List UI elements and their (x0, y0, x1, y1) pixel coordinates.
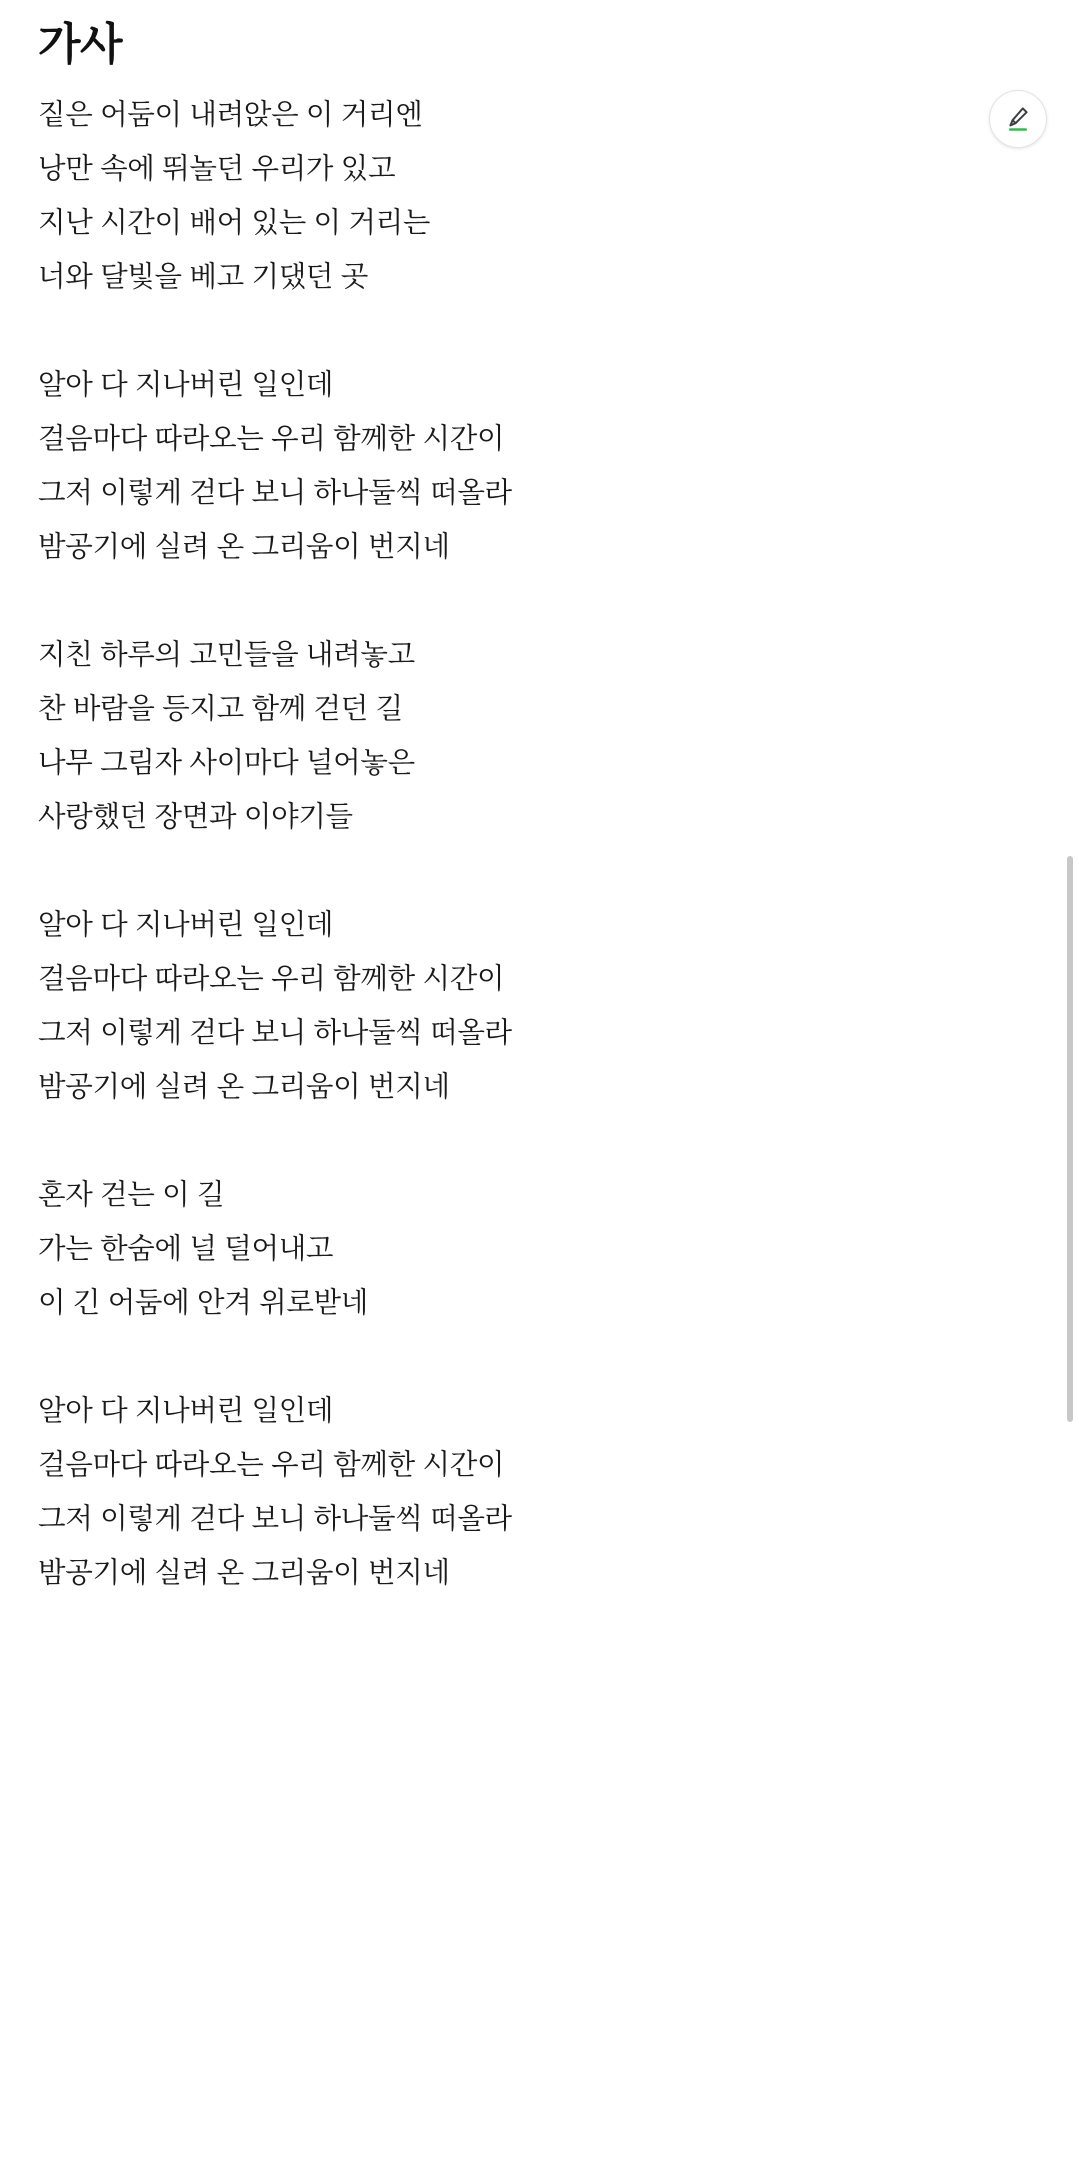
lyrics-line-spacer (38, 1330, 738, 1384)
lyrics-line: 낭만 속에 뛰놀던 우리가 있고 (38, 153, 396, 185)
lyrics-line: 지난 시간이 배어 있는 이 거리는 (38, 207, 431, 239)
lyrics-line: 걸음마다 따라오는 우리 함께한 시간이 (38, 1449, 505, 1481)
lyrics-line: 찬 바람을 등지고 함께 걷던 길 (38, 693, 403, 725)
lyrics-line-spacer (38, 844, 738, 898)
lyrics-body (38, 88, 738, 1600)
lyrics-line-spacer (38, 1114, 738, 1168)
lyrics-line: 걸음마다 따라오는 우리 함께한 시간이 (38, 423, 505, 455)
lyrics-line: 가는 한숨에 널 덜어내고 (38, 1233, 334, 1265)
lyrics-line: 걸음마다 따라오는 우리 함께한 시간이 (38, 963, 505, 995)
lyrics-line: 알아 다 지나버린 일인데 (38, 1395, 334, 1427)
lyrics-line: 사랑했던 장면과 이야기들 (38, 801, 353, 833)
lyrics-line: 밤공기에 실려 온 그리움이 번지네 (38, 531, 450, 563)
page-title: 가사 (38, 20, 123, 69)
highlighter-pen-button[interactable] (989, 90, 1047, 148)
lyrics-line: 나무 그림자 사이마다 널어놓은 (38, 747, 415, 779)
lyrics-line: 그저 이렇게 걷다 보니 하나둘씩 떠올라 (38, 1017, 512, 1049)
lyrics-line: 알아 다 지나버린 일인데 (38, 909, 334, 941)
lyrics-line: 그저 이렇게 걷다 보니 하나둘씩 떠올라 (38, 1503, 512, 1535)
lyrics-line: 지친 하루의 고민들을 내려놓고 (38, 639, 415, 671)
highlighter-pen-icon (1001, 102, 1035, 136)
lyrics-line: 이 긴 어둠에 안겨 위로받네 (38, 1287, 369, 1319)
lyrics-line-spacer (38, 304, 738, 358)
lyrics-line: 짙은 어둠이 내려앉은 이 거리엔 (38, 99, 423, 131)
lyrics-line: 그저 이렇게 걷다 보니 하나둘씩 떠올라 (38, 477, 512, 509)
lyrics-line: 밤공기에 실려 온 그리움이 번지네 (38, 1557, 450, 1589)
lyrics-line: 알아 다 지나버린 일인데 (38, 369, 334, 401)
vertical-scrollbar-thumb[interactable] (1067, 856, 1073, 1422)
lyrics-line-spacer (38, 574, 738, 628)
lyrics-line: 밤공기에 실려 온 그리움이 번지네 (38, 1071, 450, 1103)
lyrics-line: 너와 달빛을 베고 기댔던 곳 (38, 261, 369, 293)
lyrics-line: 혼자 걷는 이 길 (38, 1179, 225, 1211)
